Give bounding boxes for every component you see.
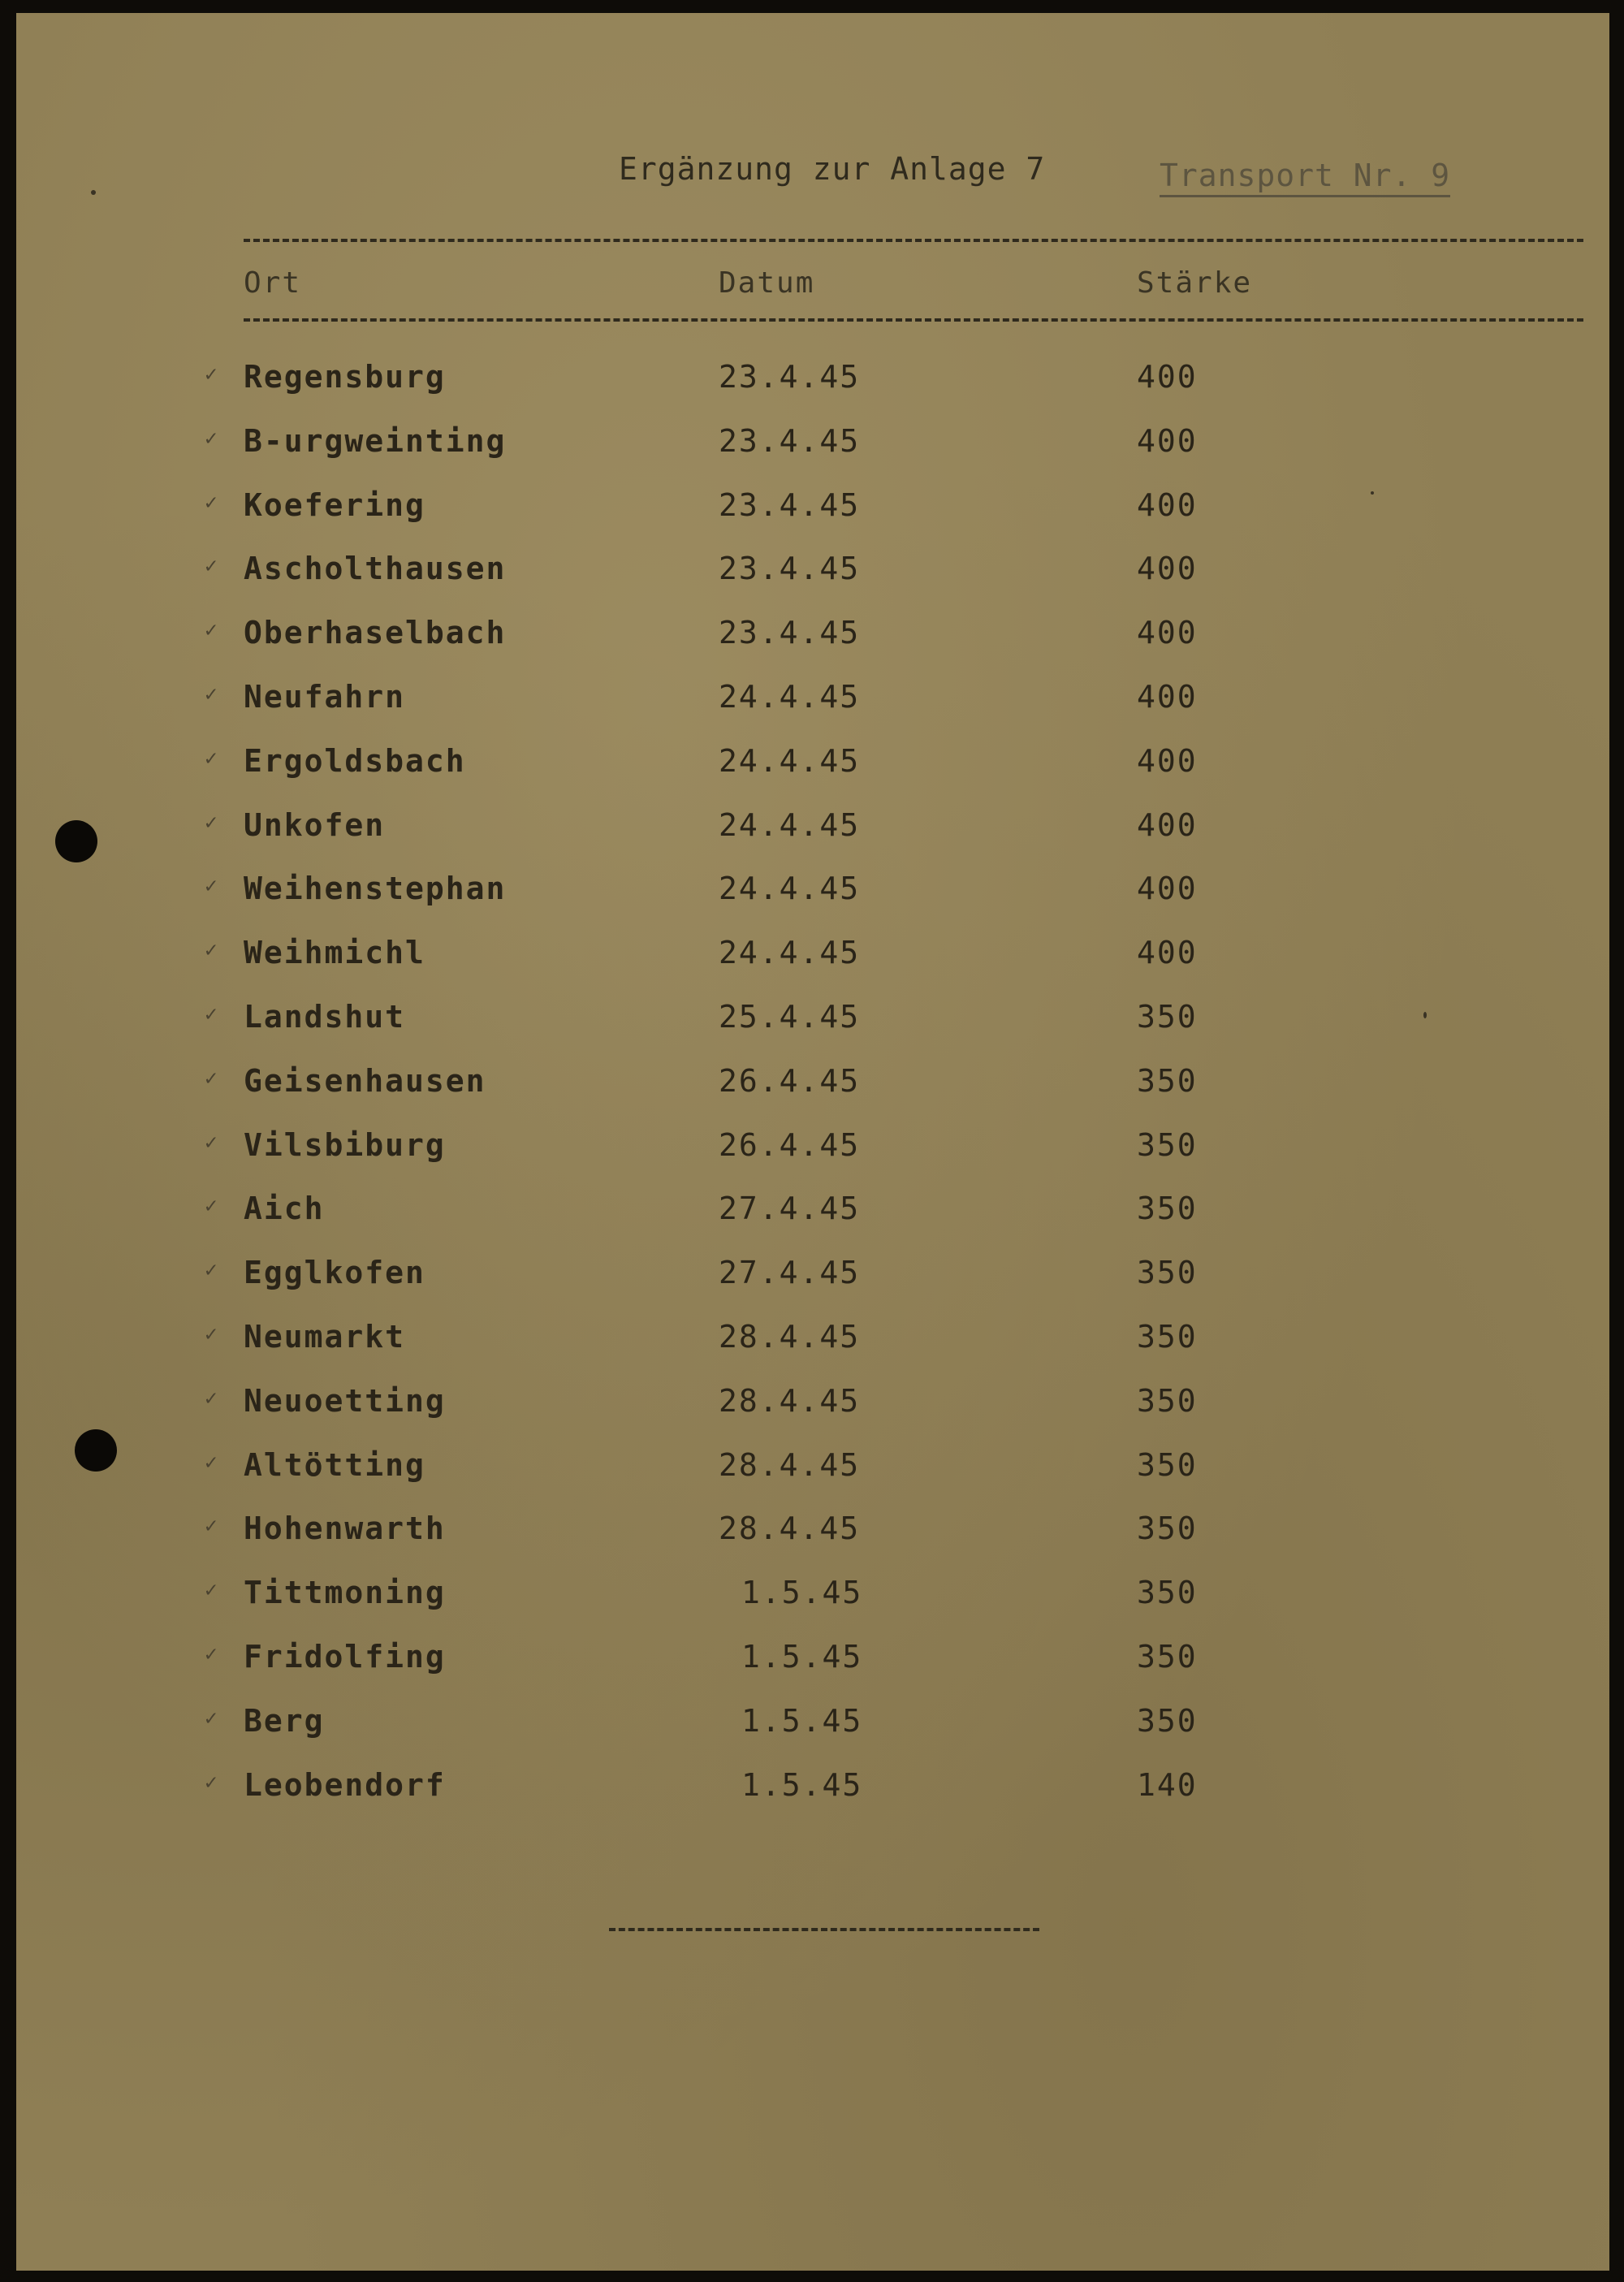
cell-ort: Fridolfing [244, 1638, 446, 1675]
check-mark: ✓ [205, 490, 218, 515]
cell-staerke: 140 [1137, 1766, 1198, 1803]
cell-staerke: 400 [1137, 422, 1198, 459]
cell-staerke: 400 [1137, 742, 1198, 779]
table-row [16, 418, 1609, 482]
cell-ort: Ergoldsbach [244, 742, 466, 779]
cell-datum: 25.4.45 [719, 998, 861, 1035]
cell-datum: 23.4.45 [719, 359, 861, 395]
table-row [16, 354, 1609, 418]
check-mark: ✓ [205, 1321, 218, 1346]
cell-staerke: 350 [1137, 1511, 1198, 1547]
cell-ort: Neufahrn [244, 678, 406, 715]
cell-staerke: 350 [1137, 998, 1198, 1035]
cell-ort: Hohenwarth [244, 1511, 446, 1547]
cell-staerke: 400 [1137, 935, 1198, 971]
check-mark: ✓ [205, 554, 218, 579]
cell-staerke: 350 [1137, 1126, 1198, 1163]
check-mark: ✓ [205, 1194, 218, 1219]
cell-ort: Geisenhausen [244, 1062, 486, 1099]
table-row [16, 546, 1609, 610]
check-mark: ✓ [205, 1578, 218, 1603]
check-mark: ✓ [205, 1641, 218, 1666]
cell-datum: 28.4.45 [719, 1382, 861, 1419]
cell-ort: Altötting [244, 1446, 425, 1483]
document-title: Ergänzung zur Anlage 7 [619, 151, 1046, 187]
cell-staerke: 400 [1137, 871, 1198, 907]
cell-ort: Berg [244, 1702, 325, 1739]
table-row [16, 1634, 1609, 1698]
check-mark: ✓ [205, 938, 218, 963]
punch-hole [55, 820, 97, 862]
cell-staerke: 350 [1137, 1638, 1198, 1675]
table-row [16, 866, 1609, 930]
cell-datum: 24.4.45 [719, 871, 861, 907]
document-page [16, 13, 1609, 2271]
punch-hole [75, 1429, 117, 1472]
cell-datum: 23.4.45 [719, 615, 861, 651]
table-row [16, 802, 1609, 867]
check-mark: ✓ [205, 1705, 218, 1731]
check-mark: ✓ [205, 1001, 218, 1026]
cell-datum: 28.4.45 [719, 1511, 861, 1547]
cell-datum: 27.4.45 [719, 1255, 861, 1291]
cell-staerke: 400 [1137, 615, 1198, 651]
table-header-rule [244, 318, 1583, 322]
table-row [16, 1762, 1609, 1826]
check-mark: ✓ [205, 1130, 218, 1155]
cell-datum: 24.4.45 [719, 742, 861, 779]
cell-ort: B-urgweinting [244, 422, 507, 459]
cell-ort: Unkofen [244, 806, 386, 843]
cell-staerke: 350 [1137, 1446, 1198, 1483]
cell-ort: Landshut [244, 998, 406, 1035]
cell-ort: Leobendorf [244, 1766, 446, 1803]
cell-ort: Regensburg [244, 359, 446, 395]
cell-datum: 23.4.45 [719, 486, 861, 523]
table-row [16, 1314, 1609, 1378]
cell-ort: Ascholthausen [244, 551, 507, 587]
check-mark: ✓ [205, 1450, 218, 1475]
table-row [16, 1570, 1609, 1634]
check-mark: ✓ [205, 1065, 218, 1091]
cell-ort: Oberhaselbach [244, 615, 507, 651]
table-row [16, 994, 1609, 1058]
column-header-datum: Datum [719, 266, 815, 300]
cell-datum: 1.5.45 [741, 1575, 863, 1611]
cell-datum: 26.4.45 [719, 1126, 861, 1163]
cell-ort: Neumarkt [244, 1318, 406, 1355]
paper-speck [1371, 491, 1374, 495]
cell-ort: Weihmichl [244, 935, 425, 971]
cell-datum: 28.4.45 [719, 1446, 861, 1483]
column-header-staerke: Stärke [1137, 266, 1253, 300]
paper-speck [91, 190, 96, 195]
cell-staerke: 350 [1137, 1191, 1198, 1227]
paper-speck [1423, 1012, 1427, 1018]
check-mark: ✓ [205, 1258, 218, 1283]
cell-staerke: 400 [1137, 486, 1198, 523]
cell-staerke: 350 [1137, 1318, 1198, 1355]
cell-datum: 1.5.45 [741, 1638, 863, 1675]
table-top-rule [244, 239, 1583, 242]
cell-staerke: 350 [1137, 1062, 1198, 1099]
cell-datum: 26.4.45 [719, 1062, 861, 1099]
table-row [16, 1378, 1609, 1442]
check-mark: ✓ [205, 426, 218, 451]
cell-staerke: 400 [1137, 551, 1198, 587]
cell-staerke: 350 [1137, 1255, 1198, 1291]
table-row [16, 1058, 1609, 1122]
check-mark: ✓ [205, 681, 218, 707]
cell-ort: Aich [244, 1191, 325, 1227]
cell-datum: 23.4.45 [719, 422, 861, 459]
check-mark: ✓ [205, 874, 218, 899]
cell-datum: 28.4.45 [719, 1318, 861, 1355]
check-mark: ✓ [205, 1770, 218, 1795]
cell-datum: 1.5.45 [741, 1766, 863, 1803]
check-mark: ✓ [205, 618, 218, 643]
cell-datum: 1.5.45 [741, 1702, 863, 1739]
check-mark: ✓ [205, 362, 218, 387]
cell-datum: 24.4.45 [719, 935, 861, 971]
cell-ort: Vilsbiburg [244, 1126, 446, 1163]
table-row [16, 1698, 1609, 1762]
cell-ort: Tittmoning [244, 1575, 446, 1611]
table-row [16, 1122, 1609, 1186]
cell-staerke: 400 [1137, 806, 1198, 843]
cell-staerke: 350 [1137, 1702, 1198, 1739]
column-header-ort: Ort [244, 266, 302, 300]
cell-ort: Neuoetting [244, 1382, 446, 1419]
closing-rule [609, 1928, 1039, 1931]
table-row [16, 1186, 1609, 1250]
cell-datum: 27.4.45 [719, 1191, 861, 1227]
table-row [16, 1506, 1609, 1570]
cell-datum: 23.4.45 [719, 551, 861, 587]
table-body [16, 354, 1609, 1826]
cell-staerke: 400 [1137, 359, 1198, 395]
table-row [16, 610, 1609, 674]
check-mark: ✓ [205, 746, 218, 771]
check-mark: ✓ [205, 1514, 218, 1539]
cell-ort: Koefering [244, 486, 425, 523]
check-mark: ✓ [205, 1385, 218, 1411]
cell-datum: 24.4.45 [719, 678, 861, 715]
table-row [16, 1250, 1609, 1314]
cell-datum: 24.4.45 [719, 806, 861, 843]
transport-number: Transport Nr. 9 [1160, 158, 1450, 197]
cell-staerke: 350 [1137, 1382, 1198, 1419]
table-row [16, 674, 1609, 738]
table-row [16, 1442, 1609, 1506]
cell-ort: Weihenstephan [244, 871, 507, 907]
cell-staerke: 400 [1137, 678, 1198, 715]
cell-staerke: 350 [1137, 1575, 1198, 1611]
cell-ort: Egglkofen [244, 1255, 425, 1291]
check-mark: ✓ [205, 810, 218, 835]
table-row [16, 738, 1609, 802]
table-row [16, 930, 1609, 994]
